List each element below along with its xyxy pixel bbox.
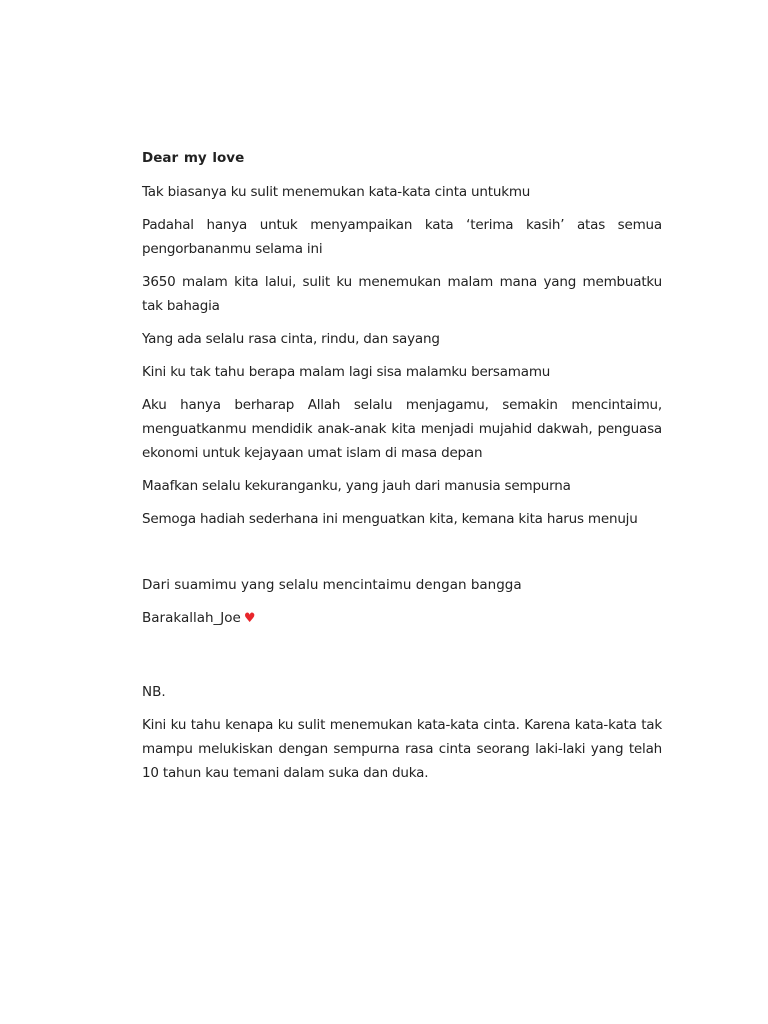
letter-paragraph: Tak biasanya ku sulit menemukan kata-kata cinta untukmu <box>142 184 531 200</box>
heart-icon: ♥ <box>243 611 256 626</box>
letter-paragraph: Kini ku tak tahu berapa malam lagi sisa malamku bersamamu <box>142 364 551 380</box>
letter-paragraph: Yang ada selalu rasa cinta, rindu, dan sayang <box>142 331 440 347</box>
letter-paragraph: Semoga hadiah sederhana ini menguatkan kita, kemana kita harus menuju <box>142 511 638 527</box>
note-label: NB. <box>142 684 166 700</box>
spacer <box>142 540 662 573</box>
letter-paragraph: Aku hanya berharap Allah selalu menjagamu, semakin mencintaimu, menguatkanmu mendidik anak-anak kita menjadi mujahid dakwah, penguasa ekonomi untuk kejayaan umat islam di masa depan <box>142 397 662 461</box>
letter-body <box>142 147 662 794</box>
letter-salutation: Dear my love <box>142 150 245 166</box>
note-text: Kini ku tahu kenapa ku sulit menemukan kata-kata cinta. Karena kata-kata tak mampu melukiskan dengan sempurna rasa cinta seorang laki-laki yang telah 10 tahun kau temani dalam suka dan duka. <box>142 717 662 781</box>
letter-paragraph: 3650 malam kita lalui, sulit ku menemukan malam mana yang membuatku tak bahagia <box>142 274 662 314</box>
letter-paragraph: Maafkan selalu kekuranganku, yang jauh dari manusia sempurna <box>142 478 571 494</box>
letter-signature <box>142 606 662 631</box>
spacer <box>142 640 662 680</box>
letter-closing: Dari suamimu yang selalu mencintaimu dengan bangga <box>142 577 522 593</box>
letter-paragraph: Padahal hanya untuk menyampaikan kata ‘terima kasih’ atas semua pengorbananmu selama ini <box>142 217 662 257</box>
signature-name: Barakallah_Joe <box>142 610 241 626</box>
